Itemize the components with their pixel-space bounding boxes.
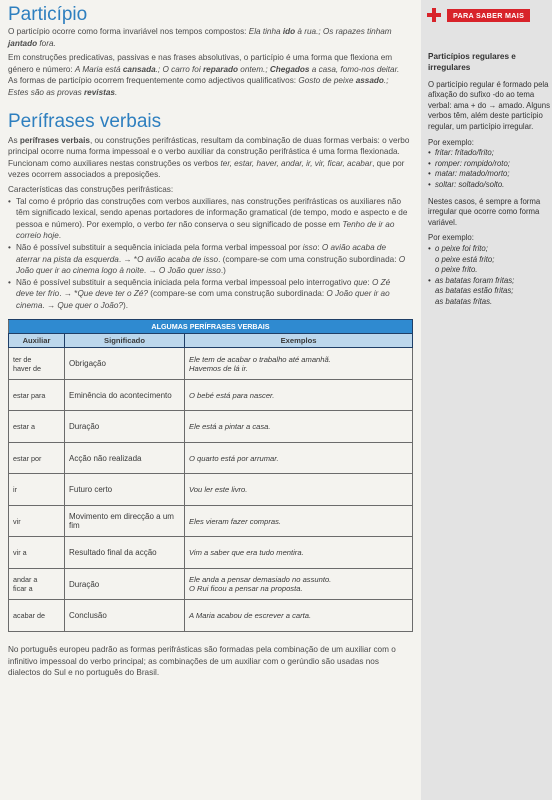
list-item: • Não é possível substituir a sequência iniciada pela forma verbal impessoal pelo interrogativo que: O Zé deve ter frio. → *Que deve ter o Zé? (compare-se com uma construção subordinada: O João quer ir ao cinema. → Que quer o João?).	[8, 277, 410, 312]
significado-cell: Obrigação	[65, 348, 185, 380]
auxiliar-cell: estar por	[9, 442, 65, 474]
auxiliar-cell: acabar de	[9, 600, 65, 632]
table-row	[9, 348, 413, 380]
table-row	[9, 505, 413, 537]
table-body	[9, 348, 413, 632]
exemplos-cell: Ele anda a pensar demasiado no assunto. O Rui ficou a pensar na proposta.	[185, 568, 413, 600]
significado-cell: Duração	[65, 411, 185, 443]
auxiliar-cell: estar para	[9, 379, 65, 411]
sidebar-example-item: • o peixe foi frito; o peixe está frito; o peixe frito.	[428, 244, 550, 276]
significado-cell: Acção não realizada	[65, 442, 185, 474]
exemplos-cell: Ele está a pintar a casa.	[185, 411, 413, 443]
perifrases-paragraph-2: Características das construções perifrásticas:	[8, 184, 174, 194]
auxiliar-cell: ter de haver de	[9, 348, 65, 380]
sidebar-example-item: • fritar: fritado/frito;	[428, 148, 550, 159]
sidebar-subtitle: Particípios regulares e irregulares	[428, 52, 516, 72]
participio-heading: Particípio	[8, 4, 88, 25]
auxiliar-cell: ir	[9, 474, 65, 506]
sidebar-example-list-2	[428, 244, 550, 308]
auxiliar-cell: estar a	[9, 411, 65, 443]
red-cross-icon	[427, 8, 441, 22]
perifrases-paragraph-1: As perífrases verbais, ou construções perifrásticas, resultam da combinação de duas formas verbais: o verbo principal ocorre numa forma impessoal e o verbo auxiliar da construção perifrástica é uma forma flexionada. Funcionam como auxiliares nestas construções os verbos ter, estar, haver, andar, ir, vir, ficar, acabar, que por vezes ocorrem associados a preposições.	[8, 135, 410, 180]
significado-cell: Eminência do acontecimento	[65, 379, 185, 411]
sidebar-example-item: • soltar: soltado/solto.	[428, 180, 550, 191]
column-header-significado: Significado	[65, 334, 185, 348]
sidebar-example-list-1	[428, 148, 550, 190]
sidebar-example-item: • romper: rompido/roto;	[428, 159, 550, 170]
table-row	[9, 411, 413, 443]
sidebar-paragraph-2: Nestes casos, é sempre a forma irregular que ocorre como forma variável.	[428, 196, 541, 227]
significado-cell: Futuro certo	[65, 474, 185, 506]
auxiliar-cell: vir a	[9, 537, 65, 569]
table-row	[9, 600, 413, 632]
sidebar-body	[428, 52, 550, 313]
significado-cell: Duração	[65, 568, 185, 600]
sidebar-example-label: Por exemplo:	[428, 137, 474, 147]
sidebar-example-item: • matar: matado/morto;	[428, 169, 550, 180]
significado-cell: Resultado final da acção	[65, 537, 185, 569]
table-row	[9, 568, 413, 600]
exemplos-cell: O bebé está para nascer.	[185, 379, 413, 411]
table-row	[9, 442, 413, 474]
participio-paragraph-1: O particípio ocorre como forma invariável nos tempos compostos: Ela tinha ido à rua.; Os rapazes tinham jantado fora.	[8, 27, 392, 48]
exemplos-cell: O quarto está por arrumar.	[185, 442, 413, 474]
sidebar-header	[427, 8, 530, 22]
auxiliar-cell: vir	[9, 505, 65, 537]
characteristics-list	[8, 196, 410, 312]
auxiliar-cell: andar a ficar a	[9, 568, 65, 600]
main-column	[8, 4, 410, 679]
exemplos-cell: Vim a saber que era tudo mentira.	[185, 537, 413, 569]
perifrases-table	[8, 319, 413, 632]
table-title: ALGUMAS PERÍFRASES VERBAIS	[9, 320, 413, 334]
list-item: • Não é possível substituir a sequência iniciada pela forma verbal impessoal por isso: O avião acaba de aterrar na pista da esquerda. → *O avião acaba de isso. (compare-se com uma construção subordinada: O João quer ir ao cinema logo à noite. → O João quer isso.)	[8, 242, 410, 277]
sidebar-example-label-2: Por exemplo:	[428, 233, 474, 243]
participio-paragraph-2: Em construções predicativas, passivas e nas frases absolutivas, o particípio é uma forma que flexiona em género e número: A Maria está cansada.; O carro foi reparado ontem.; Chegados a casa, fomo-nos deitar. As formas de particípio ocorrem frequentemente como adjectivos qualificativos: Gosto de peixe assado.; Estes são as provas revistas.	[8, 53, 400, 97]
exemplos-cell: Eles vieram fazer compras.	[185, 505, 413, 537]
table-row	[9, 474, 413, 506]
exemplos-cell: A Maria acabou de escrever a carta.	[185, 600, 413, 632]
significado-cell: Conclusão	[65, 600, 185, 632]
sidebar-panel	[421, 0, 552, 800]
column-header-auxiliar: Auxiliar	[9, 334, 65, 348]
significado-cell: Movimento em direcção a um fim	[65, 505, 185, 537]
table-row	[9, 537, 413, 569]
sidebar-example-item: • as batatas foram fritas; as batatas estão fritas; as batatas fritas.	[428, 276, 550, 308]
list-item: • Tal como é próprio das construções com verbos auxiliares, nas construções perifrásticas os auxiliares não têm significado lexical, sendo apenas portadores de informação gramatical (de tempo, modo e aspecto e de pessoa e número). Por exemplo, o verbo ter não conserva o seu significado de posse em Tenho de ir ao correio hoje.	[8, 196, 410, 242]
perifrases-heading: Perífrases verbais	[8, 110, 162, 132]
sidebar-paragraph-1: O particípio regular é formado pela afixação do sufixo -do ao tema verbal: ama + do → amado. Alguns verbos têm, além deste particípio regular, um particípio irregular.	[428, 79, 551, 131]
exemplos-cell: Vou ler este livro.	[185, 474, 413, 506]
table-row	[9, 379, 413, 411]
exemplos-cell: Ele tem de acabar o trabalho até amanhã. Havemos de lá ir.	[185, 348, 413, 380]
sidebar-label: PARA SABER MAIS	[447, 9, 530, 22]
column-header-exemplos: Exemplos	[185, 334, 413, 348]
footer-paragraph: No português europeu padrão as formas perifrásticas são formadas pela combinação de um auxiliar com o infinitivo impessoal do verbo principal; as combinações de um auxiliar com o gerúndio são usadas nos dialectos do Sul e no português do Brasil.	[8, 644, 396, 678]
